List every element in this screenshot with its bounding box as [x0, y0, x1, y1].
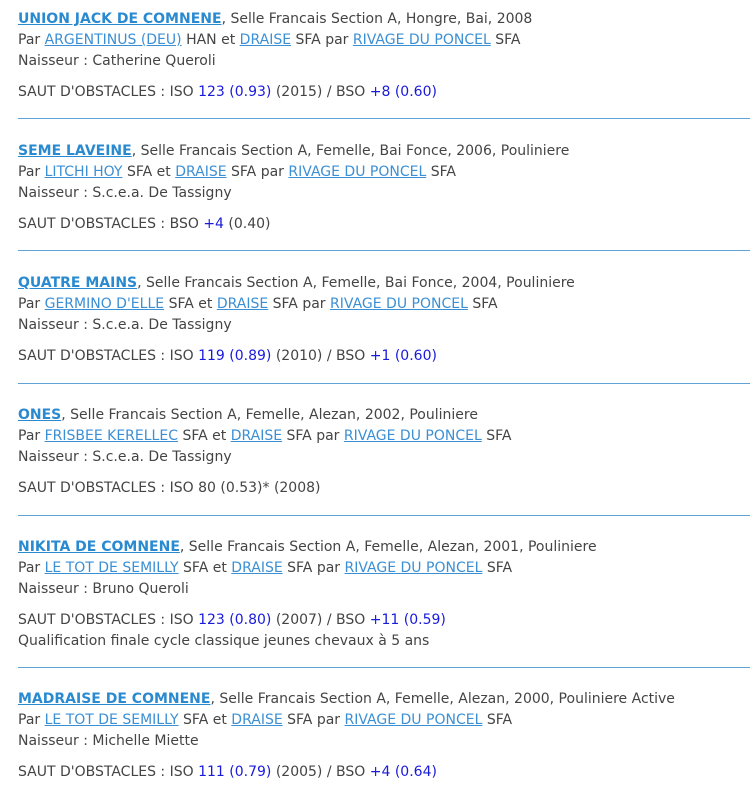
par-label: Par [18, 428, 41, 444]
naisseur-label: Naisseur : [18, 53, 93, 69]
par2-label: par [302, 296, 326, 312]
iso-year: (2015) [275, 84, 323, 100]
dam-stud: SFA [272, 296, 298, 312]
sire-stud: HAN [186, 32, 217, 48]
breeder-name: Catherine Queroli [92, 53, 216, 69]
breeder-line [18, 315, 575, 336]
damsire-link[interactable]: RIVAGE DU PONCEL [344, 712, 483, 728]
et-label: et [212, 428, 227, 444]
horse-description: , Selle Francais Section A, Femelle, Alezan, 2000, Pouliniere Active [210, 691, 675, 707]
damsire-link[interactable]: RIVAGE DU PONCEL [330, 296, 468, 312]
et-label: et [212, 712, 227, 728]
damsire-stud: SFA [495, 32, 521, 48]
sire-link[interactable]: LE TOT DE SEMILLY [44, 560, 179, 576]
breeder-line [18, 51, 532, 72]
et-label: et [156, 164, 171, 180]
sire-stud: SFA [168, 296, 194, 312]
horse-name-link[interactable]: UNION JACK DE COMNENE [18, 11, 222, 27]
naisseur-label: Naisseur : [18, 317, 93, 333]
horse-description: , Selle Francais Section A, Femelle, Bai Fonce, 2004, Pouliniere [137, 275, 575, 291]
damsire-link[interactable]: RIVAGE DU PONCEL [288, 164, 427, 180]
sire-link[interactable]: ARGENTINUS (DEU) [44, 32, 182, 48]
damsire-link[interactable]: RIVAGE DU PONCEL [352, 32, 491, 48]
et-label: et [198, 296, 213, 312]
horse-name-link[interactable]: QUATRE MAINS [18, 275, 138, 291]
horse-entry [18, 141, 569, 235]
horse-description: , Selle Francais Section A, Hongre, Bai, 2008 [221, 11, 533, 27]
sire-link[interactable]: GERMINO D'ELLE [44, 296, 165, 312]
horse-header [18, 273, 575, 294]
iso-year: (2008) [273, 480, 321, 496]
breeder-name: S.c.e.a. De Tassigny [92, 185, 232, 201]
par-label: Par [18, 296, 41, 312]
naisseur-label: Naisseur : [18, 449, 93, 465]
dam-stud: SFA [295, 32, 321, 48]
breeder-line [18, 183, 569, 204]
naisseur-label: Naisseur : [18, 581, 93, 597]
dam-link[interactable]: DRAISE [231, 560, 283, 576]
iso-index: (0.93) [229, 84, 272, 100]
bso-label: BSO [336, 348, 366, 364]
pedigree-line [18, 710, 675, 731]
horse-entry [18, 273, 575, 367]
iso-value: 111 [198, 764, 225, 780]
par2-label: par [316, 712, 341, 728]
bso-index: (0.64) [394, 764, 437, 780]
pedigree-line [18, 558, 597, 579]
iso-label: ISO [169, 480, 194, 496]
naisseur-label: Naisseur : [18, 185, 93, 201]
iso-year: (2007) [275, 612, 323, 628]
horse-entry [18, 537, 597, 652]
par2-label: par [260, 164, 284, 180]
iso-label: ISO [169, 84, 194, 100]
dam-stud: SFA [287, 560, 313, 576]
iso-value: 123 [198, 612, 225, 628]
dam-link[interactable]: DRAISE [230, 428, 283, 444]
saut-label: SAUT D'OBSTACLES : [18, 612, 170, 628]
horse-name-link[interactable]: NIKITA DE COMNENE [18, 539, 180, 555]
par-label: Par [18, 560, 41, 576]
horse-header [18, 141, 569, 162]
par-label: Par [18, 712, 41, 728]
iso-value: 119 [198, 348, 225, 364]
entry-separator [18, 515, 750, 516]
saut-label: SAUT D'OBSTACLES : [18, 764, 170, 780]
naisseur-label: Naisseur : [18, 733, 93, 749]
damsire-stud: SFA [472, 296, 498, 312]
horse-name-link[interactable]: MADRAISE DE COMNENE [18, 691, 211, 707]
performance-line [18, 478, 511, 499]
bso-index: (0.60) [394, 348, 437, 364]
par2-label: par [325, 32, 349, 48]
horse-description: , Selle Francais Section A, Femelle, Alezan, 2002, Pouliniere [61, 407, 478, 423]
horse-name-link[interactable]: ONES [18, 407, 62, 423]
sire-stud: SFA [182, 428, 208, 444]
iso-value: 123 [198, 84, 225, 100]
bso-value: +4 [369, 764, 391, 780]
dam-stud: SFA [286, 428, 312, 444]
entry-separator [18, 383, 750, 384]
breeder-line [18, 447, 511, 468]
bso-value: +11 [369, 612, 400, 628]
horse-entry [18, 9, 532, 103]
horse-header [18, 537, 597, 558]
iso-index: (0.80) [229, 612, 272, 628]
iso-label: ISO [169, 764, 194, 780]
bso-label: BSO [336, 612, 366, 628]
pedigree-line [18, 30, 532, 51]
bso-value: +8 [369, 84, 391, 100]
iso-year: (2010) [275, 348, 323, 364]
dam-link[interactable]: DRAISE [216, 296, 269, 312]
saut-label: SAUT D'OBSTACLES : [18, 480, 170, 496]
dam-link[interactable]: DRAISE [175, 164, 227, 180]
iso-value: 80 [198, 480, 216, 496]
sire-link[interactable]: LE TOT DE SEMILLY [44, 712, 179, 728]
horse-header [18, 689, 675, 710]
breeder-name: S.c.e.a. De Tassigny [92, 449, 232, 465]
damsire-stud: SFA [486, 428, 512, 444]
bso-value: +1 [369, 348, 391, 364]
saut-label: SAUT D'OBSTACLES : [18, 348, 170, 364]
bso-index: (0.59) [403, 612, 446, 628]
bso-value: +4 [203, 216, 224, 232]
horse-description: , Selle Francais Section A, Femelle, Alezan, 2001, Pouliniere [179, 539, 597, 555]
performance-line: SAUT D'OBSTACLES : ISO 123 (0.93) (2015) / BSO +8 (0.60) [18, 84, 437, 100]
bso-label: BSO [169, 216, 199, 232]
performance-line: SAUT D'OBSTACLES : ISO 123 (0.80) (2007) / BSO +11 (0.59) [18, 612, 446, 628]
dam-stud: SFA [287, 712, 313, 728]
horse-name-link[interactable]: SEME LAVEINE [18, 143, 132, 159]
sire-link[interactable]: FRISBEE KERELLEC [44, 428, 178, 444]
iso-label: ISO [169, 612, 194, 628]
performance-line: SAUT D'OBSTACLES : ISO 119 (0.89) (2010) / BSO +1 (0.60) [18, 348, 437, 364]
horse-entry [18, 405, 511, 499]
note-line: Qualification finale cycle classique jeunes chevaux à 5 ans [18, 633, 430, 649]
damsire-link[interactable]: RIVAGE DU PONCEL [344, 560, 483, 576]
sire-stud: SFA [126, 164, 153, 180]
iso-index: (0.89) [229, 348, 272, 364]
dam-link[interactable]: DRAISE [239, 32, 292, 48]
breeder-name: S.c.e.a. De Tassigny [92, 317, 232, 333]
par-label: Par [18, 32, 41, 48]
entry-separator [18, 118, 750, 119]
dam-link[interactable]: DRAISE [231, 712, 283, 728]
breeder-line [18, 731, 675, 752]
par2-label: par [316, 428, 340, 444]
horse-header [18, 9, 532, 30]
bso-index: (0.40) [228, 216, 271, 232]
iso-index: (0.53)* [220, 480, 270, 496]
pedigree-line [18, 294, 575, 315]
sire-stud: SFA [183, 712, 209, 728]
breeder-name: Bruno Queroli [92, 581, 189, 597]
sire-link[interactable]: LITCHI HOY [44, 164, 123, 180]
et-label: et [221, 32, 236, 48]
saut-label: SAUT D'OBSTACLES : [18, 216, 170, 232]
entry-separator [18, 667, 750, 668]
horse-description: , Selle Francais Section A, Femelle, Bai Fonce, 2006, Pouliniere [131, 143, 570, 159]
dam-stud: SFA [231, 164, 257, 180]
damsire-link[interactable]: RIVAGE DU PONCEL [343, 428, 482, 444]
iso-label: ISO [169, 348, 194, 364]
saut-label: SAUT D'OBSTACLES : [18, 84, 170, 100]
bso-label: BSO [336, 84, 366, 100]
iso-index: (0.79) [229, 764, 272, 780]
et-label: et [212, 560, 227, 576]
iso-year: (2005) [275, 764, 323, 780]
performance-line: SAUT D'OBSTACLES : ISO 111 (0.79) (2005) / BSO +4 (0.64) [18, 764, 437, 780]
breeder-name: Michelle Miette [92, 733, 199, 749]
pedigree-line [18, 426, 511, 447]
par2-label: par [316, 560, 341, 576]
horse-header [18, 405, 511, 426]
sire-stud: SFA [183, 560, 209, 576]
bso-index: (0.60) [394, 84, 437, 100]
par-label: Par [18, 164, 41, 180]
entry-separator [18, 250, 750, 251]
horse-entry [18, 689, 675, 783]
damsire-stud: SFA [486, 560, 513, 576]
damsire-stud: SFA [486, 712, 513, 728]
bso-label: BSO [336, 764, 366, 780]
breeder-line [18, 579, 597, 600]
damsire-stud: SFA [430, 164, 456, 180]
pedigree-line [18, 162, 569, 183]
performance-line [18, 214, 569, 235]
